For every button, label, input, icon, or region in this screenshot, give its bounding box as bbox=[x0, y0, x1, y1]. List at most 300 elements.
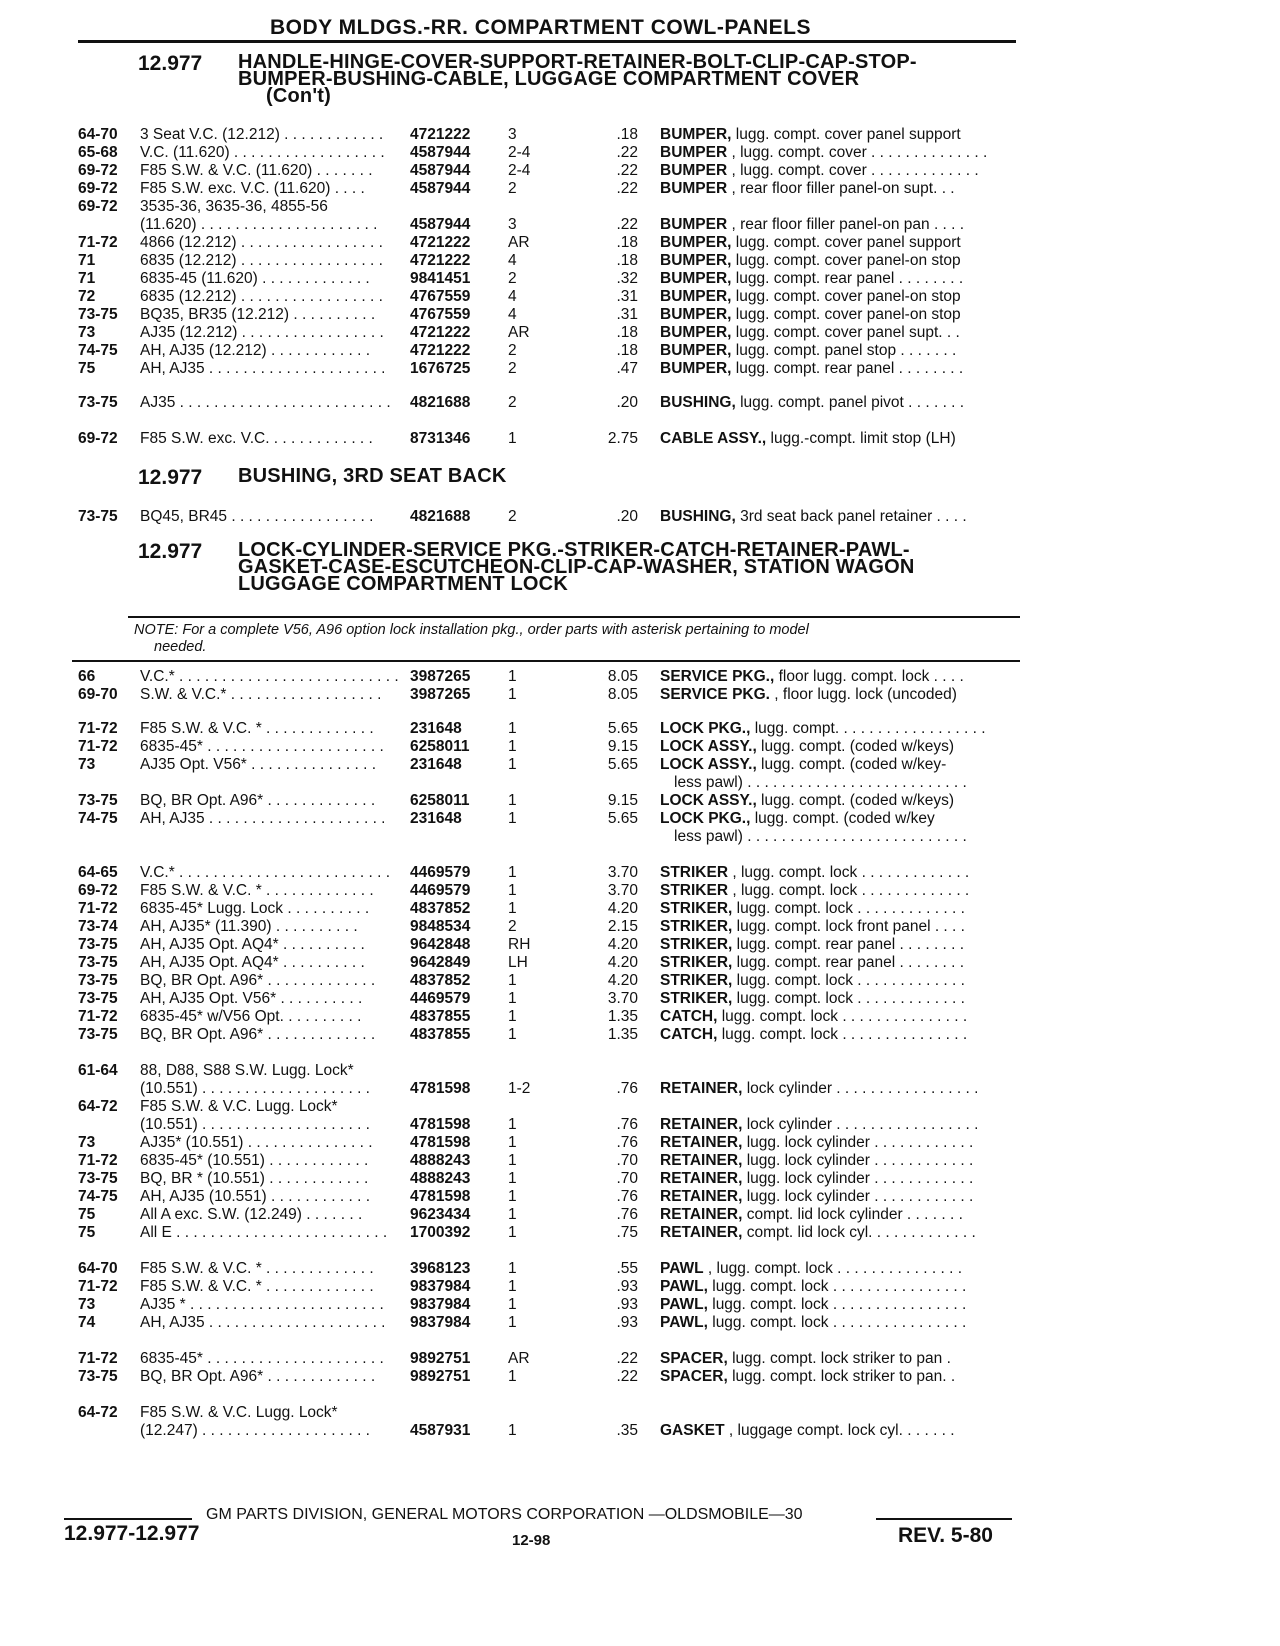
part-detail: lock cylinder . . . . . . . . . . . . . . . . . bbox=[742, 1080, 979, 1097]
model-application: AJ35 . . . . . . . . . . . . . . . . . . . . . . . . . bbox=[140, 394, 391, 411]
part-detail: lugg. compt. rear panel . . . . . . . . bbox=[732, 936, 965, 953]
part-name: CATCH, bbox=[660, 1026, 718, 1043]
part-row bbox=[0, 1080, 1280, 1098]
quantity: 1 bbox=[508, 1116, 517, 1133]
part-detail: floor lugg. compt. lock . . . . bbox=[774, 668, 964, 685]
model-application: 6835 (12.212) . . . . . . . . . . . . . . . . . bbox=[140, 288, 383, 305]
part-row bbox=[0, 1278, 1280, 1296]
price: .93 bbox=[616, 1296, 638, 1313]
price: .18 bbox=[616, 126, 638, 143]
section-title-line: HANDLE-HINGE-COVER-SUPPORT-RETAINER-BOLT-CLIP-CAP-STOP- bbox=[238, 51, 917, 73]
part-number: 9892751 bbox=[410, 1368, 471, 1385]
price: 1.35 bbox=[607, 1026, 638, 1043]
part-detail: lugg. lock cylinder . . . . . . . . . . . . bbox=[742, 1188, 974, 1205]
part-name: BUMPER, bbox=[660, 234, 732, 251]
footer-rule-right bbox=[876, 1518, 1012, 1520]
part-description bbox=[660, 1026, 1032, 1044]
note-line-2: needed. bbox=[154, 639, 207, 655]
price: .20 bbox=[616, 394, 638, 411]
model-years: 61-64 bbox=[78, 1062, 118, 1079]
part-name: BUMPER bbox=[660, 144, 728, 161]
model-application: AH, AJ35 (12.212) . . . . . . . . . . . . bbox=[140, 342, 371, 359]
price: 5.65 bbox=[607, 720, 638, 737]
price: 2.15 bbox=[607, 918, 638, 935]
part-detail: lugg. lock cylinder . . . . . . . . . . . . bbox=[742, 1152, 974, 1169]
model-application: F85 S.W. & V.C. * . . . . . . . . . . . . . bbox=[140, 720, 374, 737]
part-description bbox=[660, 936, 1032, 954]
part-name: SERVICE PKG., bbox=[660, 668, 775, 685]
part-number: 6258011 bbox=[410, 738, 470, 755]
quantity: 2 bbox=[508, 508, 517, 525]
quantity: 1 bbox=[508, 756, 517, 773]
part-name: SERVICE PKG. bbox=[660, 686, 770, 703]
model-years: 64-70 bbox=[78, 126, 118, 143]
model-application: 6835-45* (10.551) . . . . . . . . . . . . bbox=[140, 1152, 369, 1169]
part-name: BUMPER, bbox=[660, 324, 732, 341]
footer-rule-left bbox=[64, 1518, 192, 1520]
part-row bbox=[0, 900, 1280, 918]
model-years: 73 bbox=[78, 324, 96, 341]
part-description bbox=[660, 234, 1032, 252]
model-years: 73-75 bbox=[78, 792, 118, 809]
part-description bbox=[660, 1224, 1032, 1242]
part-detail: compt. lid lock cyl. . . . . . . . . . . . . bbox=[742, 1224, 976, 1241]
part-row bbox=[0, 252, 1280, 270]
part-row bbox=[0, 720, 1280, 738]
part-row bbox=[0, 1188, 1280, 1206]
model-years: 66 bbox=[78, 668, 96, 685]
part-description bbox=[660, 668, 1032, 686]
part-name: PAWL bbox=[660, 1260, 704, 1277]
footer-group-range: 12.977-12.977 bbox=[64, 1522, 200, 1545]
part-name: CATCH, bbox=[660, 1008, 718, 1025]
model-years: 65-68 bbox=[78, 144, 118, 161]
part-name: RETAINER, bbox=[660, 1152, 743, 1169]
part-description bbox=[660, 810, 1032, 828]
price: .20 bbox=[616, 508, 638, 525]
part-name: BUMPER bbox=[660, 162, 728, 179]
part-description bbox=[660, 1080, 1032, 1098]
part-description bbox=[660, 288, 1032, 306]
part-number: 4821688 bbox=[410, 508, 471, 525]
model-application: F85 S.W. & V.C. * . . . . . . . . . . . . . bbox=[140, 882, 374, 899]
model-years: 73-75 bbox=[78, 1368, 118, 1385]
part-description bbox=[660, 990, 1032, 1008]
part-detail: lugg. compt. lock striker to pan. . bbox=[727, 1368, 956, 1385]
part-row bbox=[0, 1116, 1280, 1134]
model-application: AJ35* (10.551) . . . . . . . . . . . . . . . bbox=[140, 1134, 373, 1151]
model-years: 64-72 bbox=[78, 1098, 118, 1115]
model-application: F85 S.W. & V.C. * . . . . . . . . . . . . . bbox=[140, 1278, 374, 1295]
model-years: 64-70 bbox=[78, 1260, 118, 1277]
part-number: 4721222 bbox=[410, 234, 471, 251]
part-description bbox=[674, 828, 1046, 846]
part-detail: lugg.-compt. limit stop (LH) bbox=[766, 430, 956, 447]
model-years: 71 bbox=[78, 252, 96, 269]
part-name: BUSHING, bbox=[660, 508, 736, 525]
part-row bbox=[0, 508, 1280, 526]
part-detail: lugg. compt. (coded w/keys) bbox=[756, 792, 955, 809]
quantity: 1 bbox=[508, 430, 517, 447]
part-detail: lugg. compt. lock . . . . . . . . . . . . . bbox=[732, 972, 965, 989]
model-years: 74-75 bbox=[78, 810, 118, 827]
part-row bbox=[0, 342, 1280, 360]
model-years: 75 bbox=[78, 1206, 96, 1223]
part-description bbox=[660, 1188, 1032, 1206]
part-number: 4587944 bbox=[410, 144, 471, 161]
part-detail: less pawl) . . . . . . . . . . . . . . . . . . . . . . . . . . bbox=[674, 828, 967, 845]
model-application: AH, AJ35 (10.551) . . . . . . . . . . . . bbox=[140, 1188, 371, 1205]
part-row bbox=[0, 792, 1280, 810]
part-number: 9642848 bbox=[410, 936, 471, 953]
part-number: 4837852 bbox=[410, 972, 471, 989]
price: .35 bbox=[616, 1422, 638, 1439]
model-years: 71-72 bbox=[78, 1008, 118, 1025]
part-row bbox=[0, 1134, 1280, 1152]
model-application: BQ45, BR45 . . . . . . . . . . . . . . . . . bbox=[140, 508, 374, 525]
price: .22 bbox=[616, 162, 638, 179]
quantity: 1 bbox=[508, 1170, 517, 1187]
quantity: 1 bbox=[508, 1008, 517, 1025]
part-detail: lugg. compt. lock . . . . . . . . . . . . . . . . bbox=[707, 1296, 967, 1313]
part-row bbox=[0, 126, 1280, 144]
part-detail: lugg. compt. lock . . . . . . . . . . . . . . . bbox=[717, 1026, 968, 1043]
model-years: 73 bbox=[78, 1296, 96, 1313]
quantity: 4 bbox=[508, 288, 517, 305]
price: .22 bbox=[616, 1368, 638, 1385]
part-detail: , rear floor filler panel-on pan . . . . bbox=[727, 216, 965, 233]
model-years: 73-75 bbox=[78, 972, 118, 989]
part-detail: less pawl) . . . . . . . . . . . . . . . . . . . . . . . . . . bbox=[674, 774, 967, 791]
part-detail: lugg. compt. cover panel-on stop bbox=[731, 252, 961, 269]
part-row bbox=[0, 686, 1280, 704]
quantity: 1 bbox=[508, 1278, 517, 1295]
model-years: 71 bbox=[78, 270, 96, 287]
part-row bbox=[0, 1062, 1280, 1080]
part-number: 4888243 bbox=[410, 1170, 471, 1187]
quantity: 1 bbox=[508, 1314, 517, 1331]
part-detail: lugg. compt. (coded w/key- bbox=[756, 756, 947, 773]
part-row bbox=[0, 810, 1280, 828]
part-row bbox=[0, 756, 1280, 774]
part-name: BUMPER, bbox=[660, 270, 732, 287]
model-application: BQ, BR Opt. A96* . . . . . . . . . . . . . bbox=[140, 972, 376, 989]
part-number: 6258011 bbox=[410, 792, 470, 809]
part-number: 4781598 bbox=[410, 1080, 471, 1097]
part-row bbox=[0, 668, 1280, 686]
part-row bbox=[0, 774, 1280, 792]
model-application: F85 S.W. & V.C. Lugg. Lock* bbox=[140, 1404, 338, 1421]
part-row bbox=[0, 1422, 1280, 1440]
model-years: 73-75 bbox=[78, 954, 118, 971]
model-application: 88, D88, S88 S.W. Lugg. Lock* bbox=[140, 1062, 354, 1079]
part-row bbox=[0, 990, 1280, 1008]
price: .22 bbox=[616, 144, 638, 161]
part-name: BUMPER, bbox=[660, 306, 732, 323]
part-name: BUSHING, bbox=[660, 394, 736, 411]
model-application: F85 S.W. exc. V.C. . . . . . . . . . . . . bbox=[140, 430, 373, 447]
part-row bbox=[0, 972, 1280, 990]
part-number: 8731346 bbox=[410, 430, 471, 447]
part-detail: lugg. compt. lock front panel . . . . bbox=[732, 918, 965, 935]
part-name: BUMPER, bbox=[660, 252, 732, 269]
part-row bbox=[0, 936, 1280, 954]
part-number: 9623434 bbox=[410, 1206, 471, 1223]
part-name: LOCK ASSY., bbox=[660, 756, 757, 773]
part-row bbox=[0, 430, 1280, 448]
part-name: STRIKER, bbox=[660, 990, 733, 1007]
part-detail: lugg. compt. panel pivot . . . . . . . bbox=[735, 394, 965, 411]
part-row bbox=[0, 882, 1280, 900]
part-description bbox=[660, 162, 1032, 180]
part-row bbox=[0, 954, 1280, 972]
quantity: 2 bbox=[508, 342, 517, 359]
part-row bbox=[0, 216, 1280, 234]
part-description bbox=[660, 306, 1032, 324]
quantity: 1 bbox=[508, 720, 517, 737]
part-row bbox=[0, 180, 1280, 198]
part-description bbox=[660, 1278, 1032, 1296]
part-detail: , lugg. compt. cover . . . . . . . . . . . . . . bbox=[727, 144, 988, 161]
section-title bbox=[238, 539, 915, 595]
quantity: 1 bbox=[508, 864, 517, 881]
price: 8.05 bbox=[607, 668, 638, 685]
part-detail: 3rd seat back panel retainer . . . . bbox=[735, 508, 967, 525]
part-detail: lock cylinder . . . . . . . . . . . . . . . . . bbox=[742, 1116, 979, 1133]
part-number: 4469579 bbox=[410, 864, 471, 881]
model-years: 69-72 bbox=[78, 882, 118, 899]
part-number: 231648 bbox=[410, 720, 462, 737]
part-row bbox=[0, 270, 1280, 288]
part-description bbox=[660, 1296, 1032, 1314]
price: .22 bbox=[616, 1350, 638, 1367]
part-description bbox=[660, 1314, 1032, 1332]
price: .22 bbox=[616, 180, 638, 197]
model-years: 71-72 bbox=[78, 900, 118, 917]
part-row bbox=[0, 864, 1280, 882]
price: .18 bbox=[616, 252, 638, 269]
price: .18 bbox=[616, 324, 638, 341]
part-description bbox=[660, 792, 1032, 810]
part-row bbox=[0, 1098, 1280, 1116]
part-row bbox=[0, 1368, 1280, 1386]
model-application: 6835-45* w/V56 Opt. . . . . . . . . . bbox=[140, 1008, 362, 1025]
part-number: 4721222 bbox=[410, 342, 471, 359]
note-rule bbox=[72, 660, 1020, 662]
model-years: 69-72 bbox=[78, 180, 118, 197]
price: .22 bbox=[616, 216, 638, 233]
part-number: 9837984 bbox=[410, 1296, 471, 1313]
model-application: 4866 (12.212) . . . . . . . . . . . . . . . . . bbox=[140, 234, 383, 251]
page-header-title: BODY MLDGS.-RR. COMPARTMENT COWL-PANELS bbox=[270, 16, 811, 39]
part-row bbox=[0, 198, 1280, 216]
part-description bbox=[660, 918, 1032, 936]
model-application: V.C. (11.620) . . . . . . . . . . . . . . . . . . bbox=[140, 144, 385, 161]
model-years: 73 bbox=[78, 756, 96, 773]
part-name: STRIKER, bbox=[660, 918, 733, 935]
part-number: 4888243 bbox=[410, 1152, 471, 1169]
part-number: 4767559 bbox=[410, 306, 471, 323]
footer-page-number: 12-98 bbox=[512, 1532, 551, 1549]
lock-install-note bbox=[134, 622, 1024, 656]
model-years: 64-65 bbox=[78, 864, 118, 881]
part-detail: , lugg. compt. lock . . . . . . . . . . . . . bbox=[728, 864, 970, 881]
part-detail: lugg. compt. cover panel support bbox=[731, 234, 961, 251]
model-application: AH, AJ35 Opt. AQ4* . . . . . . . . . . bbox=[140, 954, 365, 971]
price: .31 bbox=[616, 306, 638, 323]
model-application: (10.551) . . . . . . . . . . . . . . . . . . . . bbox=[140, 1116, 370, 1133]
model-application: F85 S.W. & V.C. Lugg. Lock* bbox=[140, 1098, 338, 1115]
part-description bbox=[660, 1008, 1032, 1026]
part-row bbox=[0, 288, 1280, 306]
part-description bbox=[660, 360, 1032, 378]
section-title bbox=[238, 465, 507, 487]
part-name: STRIKER, bbox=[660, 900, 733, 917]
part-row bbox=[0, 1224, 1280, 1242]
price: 3.70 bbox=[607, 990, 638, 1007]
part-name: STRIKER bbox=[660, 882, 729, 899]
part-description bbox=[660, 216, 1032, 234]
model-application: (12.247) . . . . . . . . . . . . . . . . . . . . bbox=[140, 1422, 370, 1439]
price: 2.75 bbox=[607, 430, 638, 447]
model-application: AJ35 Opt. V56* . . . . . . . . . . . . . . . bbox=[140, 756, 377, 773]
model-years: 71-72 bbox=[78, 1152, 118, 1169]
quantity: 3 bbox=[508, 216, 517, 233]
header-rule bbox=[78, 40, 1016, 43]
model-application: All A exc. S.W. (12.249) . . . . . . . bbox=[140, 1206, 363, 1223]
part-name: CABLE ASSY., bbox=[660, 430, 767, 447]
part-name: RETAINER, bbox=[660, 1080, 743, 1097]
model-application: BQ35, BR35 (12.212) . . . . . . . . . . bbox=[140, 306, 376, 323]
part-detail: lugg. compt. lock . . . . . . . . . . . . . bbox=[732, 990, 965, 1007]
part-name: LOCK ASSY., bbox=[660, 738, 757, 755]
model-years: 73-75 bbox=[78, 394, 118, 411]
section-number: 12.977 bbox=[138, 540, 203, 563]
part-number: 4587931 bbox=[410, 1422, 471, 1439]
part-row bbox=[0, 828, 1280, 846]
part-name: BUMPER, bbox=[660, 288, 732, 305]
model-application: 6835 (12.212) . . . . . . . . . . . . . . . . . bbox=[140, 252, 383, 269]
model-application: F85 S.W. exc. V.C. (11.620) . . . . bbox=[140, 180, 365, 197]
section-title-line: LOCK-CYLINDER-SERVICE PKG.-STRIKER-CATCH-RETAINER-PAWL- bbox=[238, 539, 910, 561]
quantity: 1 bbox=[508, 1188, 517, 1205]
part-number: 4781598 bbox=[410, 1188, 471, 1205]
model-years: 69-72 bbox=[78, 162, 118, 179]
part-number: 4469579 bbox=[410, 882, 471, 899]
part-row bbox=[0, 1350, 1280, 1368]
part-detail: lugg. compt. rear panel . . . . . . . . bbox=[732, 954, 965, 971]
model-application: BQ, BR Opt. A96* . . . . . . . . . . . . . bbox=[140, 1026, 376, 1043]
quantity: 1-2 bbox=[508, 1080, 531, 1097]
price: 4.20 bbox=[607, 900, 638, 917]
part-detail: , floor lugg. lock (uncoded) bbox=[769, 686, 957, 703]
part-number: 3987265 bbox=[410, 686, 471, 703]
part-name: LOCK PKG., bbox=[660, 810, 751, 827]
section-number: 12.977 bbox=[138, 466, 203, 489]
part-detail: lugg. lock cylinder . . . . . . . . . . . . bbox=[742, 1170, 974, 1187]
price: 9.15 bbox=[607, 792, 638, 809]
price: 4.20 bbox=[607, 954, 638, 971]
part-description bbox=[660, 1206, 1032, 1224]
price: 3.70 bbox=[607, 864, 638, 881]
part-number: 4587944 bbox=[410, 162, 471, 179]
part-name: RETAINER, bbox=[660, 1206, 743, 1223]
price: .55 bbox=[616, 1260, 638, 1277]
part-name: PAWL, bbox=[660, 1278, 708, 1295]
part-detail: lugg. compt. lock . . . . . . . . . . . . . . . . bbox=[707, 1278, 967, 1295]
part-number: 9642849 bbox=[410, 954, 471, 971]
quantity: 1 bbox=[508, 1206, 517, 1223]
part-description bbox=[660, 738, 1032, 756]
model-years: 69-70 bbox=[78, 686, 118, 703]
quantity: 3 bbox=[508, 126, 517, 143]
part-name: STRIKER, bbox=[660, 954, 733, 971]
part-description bbox=[660, 864, 1032, 882]
part-detail: lugg. compt. rear panel . . . . . . . . bbox=[731, 360, 964, 377]
note-line-1: NOTE: For a complete V56, A96 option lock installation pkg., order parts with asterisk pertaining to model bbox=[134, 622, 809, 638]
part-detail: lugg. compt. cover panel-on stop bbox=[731, 306, 961, 323]
part-description bbox=[674, 774, 1046, 792]
part-description bbox=[660, 686, 1032, 704]
part-name: LOCK PKG., bbox=[660, 720, 751, 737]
model-years: 73-75 bbox=[78, 1026, 118, 1043]
part-number: 1700392 bbox=[410, 1224, 471, 1241]
model-years: 72 bbox=[78, 288, 96, 305]
model-application: 6835-45* . . . . . . . . . . . . . . . . . . . . . bbox=[140, 738, 384, 755]
part-detail: , luggage compt. lock cyl. . . . . . . bbox=[724, 1422, 955, 1439]
part-name: SPACER, bbox=[660, 1350, 728, 1367]
quantity: 2 bbox=[508, 394, 517, 411]
part-description bbox=[660, 394, 1032, 412]
model-application: 3 Seat V.C. (12.212) . . . . . . . . . . . . bbox=[140, 126, 384, 143]
quantity: 1 bbox=[508, 1026, 517, 1043]
quantity: 1 bbox=[508, 1368, 517, 1385]
part-number: 231648 bbox=[410, 756, 462, 773]
model-years: 71-72 bbox=[78, 720, 118, 737]
quantity: 1 bbox=[508, 1422, 517, 1439]
footer-revision: REV. 5-80 bbox=[898, 1524, 993, 1547]
model-application: S.W. & V.C.* . . . . . . . . . . . . . . . . . . bbox=[140, 686, 382, 703]
price: 9.15 bbox=[607, 738, 638, 755]
part-number: 4721222 bbox=[410, 324, 471, 341]
part-number: 9892751 bbox=[410, 1350, 471, 1367]
part-detail: lugg. compt. lock . . . . . . . . . . . . . bbox=[732, 900, 965, 917]
quantity: 1 bbox=[508, 990, 517, 1007]
model-application: AH, AJ35 Opt. AQ4* . . . . . . . . . . bbox=[140, 936, 365, 953]
price: 4.20 bbox=[607, 972, 638, 989]
model-application: 3535-36, 3635-36, 4855-56 bbox=[140, 198, 328, 215]
part-name: BUMPER bbox=[660, 180, 728, 197]
part-detail: lugg. compt. rear panel . . . . . . . . bbox=[731, 270, 964, 287]
model-application: BQ, BR * (10.551) . . . . . . . . . . . . bbox=[140, 1170, 369, 1187]
price: .70 bbox=[616, 1152, 638, 1169]
part-description bbox=[660, 756, 1032, 774]
price: .47 bbox=[616, 360, 638, 377]
price: .32 bbox=[616, 270, 638, 287]
part-row bbox=[0, 1170, 1280, 1188]
part-description bbox=[660, 882, 1032, 900]
quantity: 1 bbox=[508, 1224, 517, 1241]
part-detail: , rear floor filler panel-on supt. . . bbox=[727, 180, 955, 197]
quantity: 2 bbox=[508, 918, 517, 935]
quantity: AR bbox=[508, 234, 530, 251]
part-detail: lugg. compt. lock . . . . . . . . . . . . . . . bbox=[717, 1008, 968, 1025]
part-name: GASKET bbox=[660, 1422, 725, 1439]
price: 8.05 bbox=[607, 686, 638, 703]
model-years: 73-75 bbox=[78, 936, 118, 953]
model-application: (10.551) . . . . . . . . . . . . . . . . . . . . bbox=[140, 1080, 370, 1097]
quantity: 1 bbox=[508, 972, 517, 989]
